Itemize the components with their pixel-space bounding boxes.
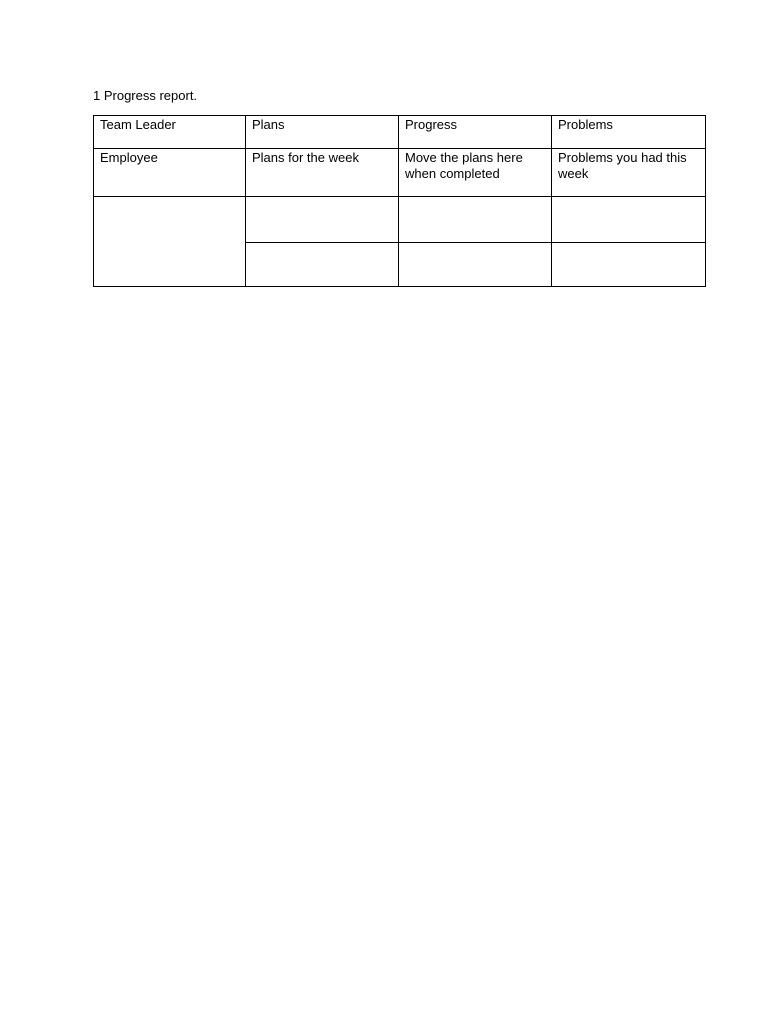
cell-employee-name-merged[interactable]: [94, 197, 246, 287]
cell-problems-instructions[interactable]: Problems you had this week: [552, 149, 706, 197]
progress-report-table: [93, 115, 706, 287]
header-problems[interactable]: Problems: [552, 116, 706, 149]
cell-blank[interactable]: [399, 197, 552, 243]
table-row: [94, 149, 706, 197]
page-title: 1 Progress report.: [93, 88, 198, 103]
table-row: [94, 197, 706, 243]
cell-blank[interactable]: [246, 243, 399, 287]
header-plans[interactable]: Plans: [246, 116, 399, 149]
cell-blank[interactable]: [552, 243, 706, 287]
cell-blank[interactable]: [246, 197, 399, 243]
table-header-row: [94, 116, 706, 149]
cell-plans-for-week[interactable]: Plans for the week: [246, 149, 399, 197]
header-progress[interactable]: Progress: [399, 116, 552, 149]
header-team-leader[interactable]: Team Leader: [94, 116, 246, 149]
cell-employee[interactable]: Employee: [94, 149, 246, 197]
cell-blank[interactable]: [399, 243, 552, 287]
cell-progress-instructions[interactable]: Move the plans here when completed: [399, 149, 552, 197]
cell-blank[interactable]: [552, 197, 706, 243]
